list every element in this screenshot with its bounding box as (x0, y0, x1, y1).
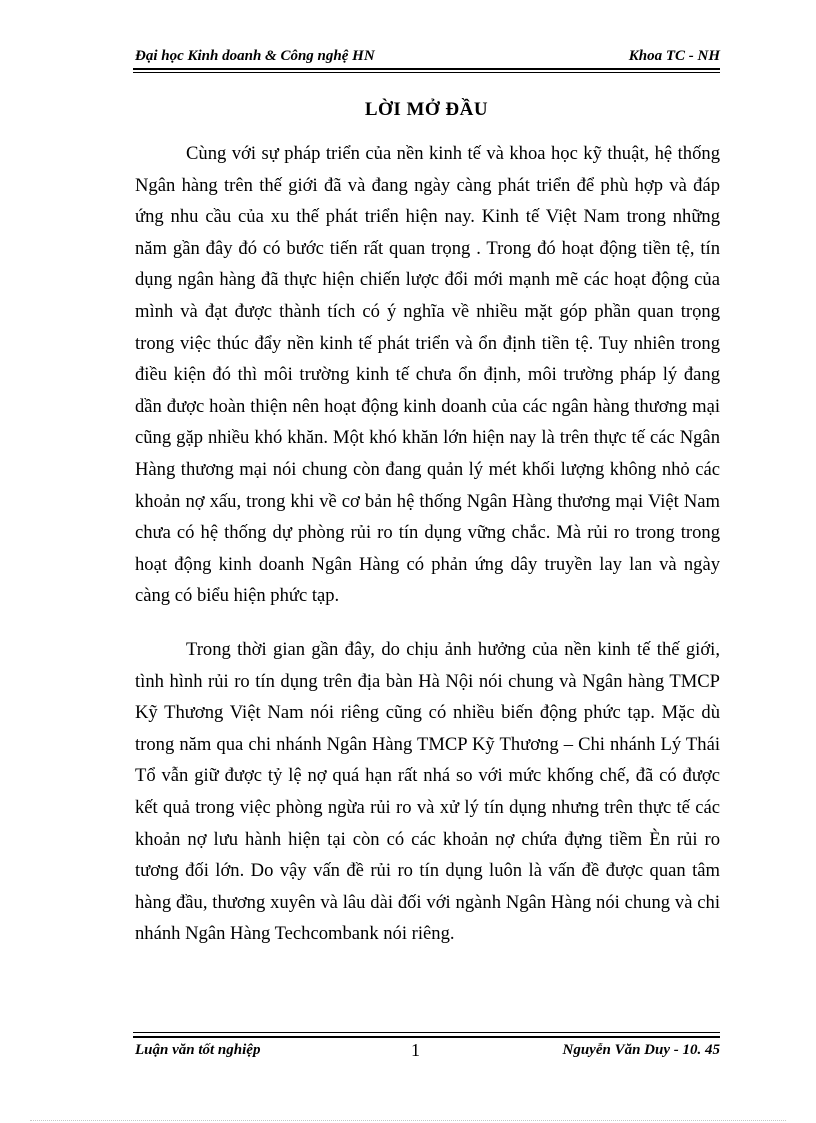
page-number: 1 (411, 1040, 420, 1060)
footer-rule-thick (133, 1036, 720, 1038)
header-rule-thin (133, 72, 720, 73)
header-faculty: Khoa TC - NH (628, 48, 720, 64)
page-edge-divider (30, 1120, 786, 1121)
header-rule-thick (133, 68, 720, 70)
footer-document-type: Luận văn tốt nghiệp (135, 1042, 261, 1058)
paragraph-2: Trong thời gian gần đây, do chịu ảnh hưởng của nền kinh tế thế giới, tình hình rủi ro tín dụng trên địa bàn Hà Nội nói chung và Ngân hàng TMCP Kỹ Thương Việt Nam nói riêng cũng có nhiều biến động phức tạp. Mặc dù trong năm qua chi nhánh Ngân Hàng TMCP Kỹ Thương – Chi nhánh Lý Thái Tổ vẫn giữ được tỷ lệ nợ quá hạn rất nhá so với mức khống chế, đã có được kết quả trong việc phòng ngừa rủi ro và xử lý tín dụng nhưng trên thực tế các khoản nợ lưu hành hiện tại còn có các khoản nợ chứa đựng tiềm Èn rủi ro tương đối lớn. Do vậy vấn đề rủi ro tín dụng luôn là vấn đề được quan tâm hàng đầu, thương xuyên và lâu dài đối với ngành Ngân Hàng nói chung và chi nhánh Ngân Hàng Techcombank nói riêng. (135, 639, 720, 945)
page-title: LỜI MỞ ĐẦU (364, 99, 489, 120)
page-footer (133, 1040, 720, 1064)
footer-rule-thin (133, 1032, 720, 1033)
paragraph-1: Cùng với sự pháp triển của nền kinh tế và khoa học kỹ thuật, hệ thống Ngân hàng trên thế giới đã và đang ngày càng phát triển để phù hợp và đáp ứng nhu cầu của xu thế phát triển hiện nay. Kinh tế Việt Nam trong những năm gần đây đó có bước tiến rất quan trọng . Trong đó hoạt động tiền tệ, tín dụng ngân hàng đã thực hiện chiến lược đổi mới mạnh mẽ các hoạt động của mình và đạt được thành tích có ý nghĩa về nhiều mặt góp phần quan trọng trong việc thúc đẩy nền kinh tế phát triển và ổn định tiền tệ. Tuy nhiên trong điều kiện đó thì môi trường kinh tế chưa ổn định, môi trường pháp lý đang dần được hoàn thiện nên hoạt động kinh doanh của các ngân hàng thương mại cũng gặp nhiều khó khăn. Một khó khăn lớn hiện nay là trên thực tế các Ngân Hàng thương mại nói chung còn đang quản lý mét khối lượng không nhỏ các khoản nợ xấu, trong khi về cơ bản hệ thống Ngân Hàng thương mại Việt Nam chưa có hệ thống dự phòng rủi ro tín dụng vững chắc. Mà rủi ro trong trong hoạt động kinh doanh Ngân Hàng có phản ứng dây truyền lay lan và ngày càng có biểu hiện phức tạp. (135, 143, 720, 607)
page-header (133, 47, 720, 69)
footer-author: Nguyễn Văn Duy - 10. 45 (562, 1042, 720, 1058)
header-institution: Đại học Kinh doanh & Công nghệ HN (135, 48, 375, 64)
